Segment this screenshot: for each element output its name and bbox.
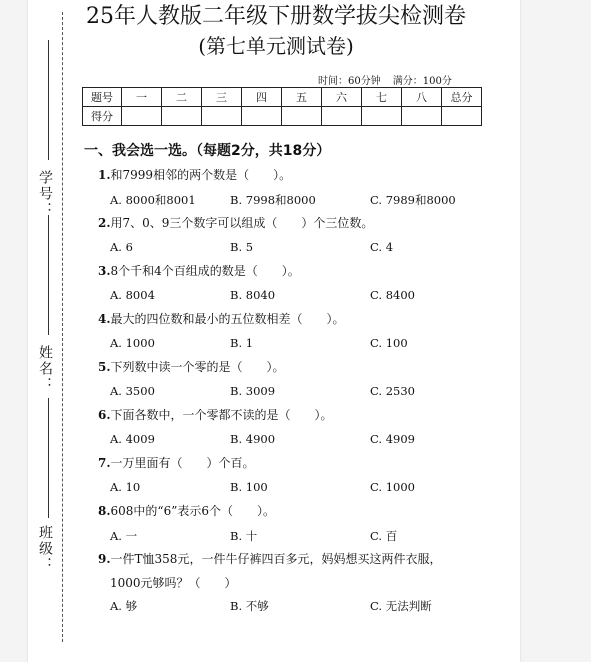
score-table-score-row: [83, 107, 482, 126]
score-header-cell: 二: [162, 88, 202, 107]
question-6: 6.下面各数中，一个零都不读的是（ ）。: [98, 408, 333, 422]
option-a[interactable]: A. 8004: [110, 288, 155, 302]
option-b[interactable]: B. 3009: [230, 384, 276, 398]
student-no-line: [48, 40, 49, 160]
option-b[interactable]: B. 不够: [230, 599, 269, 613]
option-c[interactable]: C. 百: [370, 529, 398, 543]
question-text: 一万里面有（ ）个百。: [110, 456, 255, 470]
score-cell[interactable]: [122, 107, 162, 126]
exam-subtitle: (第七单元测试卷): [198, 34, 354, 58]
option-c[interactable]: C. 2530: [370, 384, 415, 398]
score-cell[interactable]: [362, 107, 402, 126]
score-cell[interactable]: [442, 107, 482, 126]
score-header-cell: 题号: [83, 88, 122, 107]
option-b[interactable]: B. 1: [230, 336, 254, 350]
question-4: 4.最大的四位数和最小的五位数相差（ ）。: [98, 312, 345, 326]
name-label: 姓名：: [37, 345, 53, 393]
exam-meta: [318, 72, 464, 87]
binding-dashed-line: [62, 12, 63, 642]
option-a[interactable]: A. 3500: [110, 384, 155, 398]
question-5: 5.下列数中读一个零的是（ ）。: [98, 360, 285, 374]
option-c[interactable]: C. 7989和8000: [370, 193, 456, 207]
option-a[interactable]: A. 10: [110, 480, 141, 494]
exam-title: 25年人教版二年级下册数学拔尖检测卷: [86, 4, 466, 29]
question-text: 8个千和4个百组成的数是（ ）。: [110, 264, 300, 278]
score-cell[interactable]: [282, 107, 322, 126]
option-c[interactable]: C. 4: [370, 240, 394, 254]
option-a[interactable]: A. 一: [110, 529, 138, 543]
score-header-cell: 四: [242, 88, 282, 107]
score-header-cell: 五: [282, 88, 322, 107]
option-c[interactable]: C. 1000: [370, 480, 415, 494]
question-text: 下面各数中，一个零都不读的是（ ）。: [110, 408, 333, 422]
score-header-cell: 八: [402, 88, 442, 107]
score-cell[interactable]: [322, 107, 362, 126]
question-text: 下列数中读一个零的是（ ）。: [110, 360, 285, 374]
question-text: 用7、0、9三个数字可以组成（ ）个三位数。: [110, 216, 374, 230]
question-3: 3.8个千和4个百组成的数是（ ）。: [98, 264, 300, 278]
question-2: 2.用7、0、9三个数字可以组成（ ）个三位数。: [98, 216, 374, 230]
question-text: 608中的“6”表示6个（ ）。: [110, 504, 275, 518]
score-header-cell: 六: [322, 88, 362, 107]
option-c[interactable]: C. 100: [370, 336, 408, 350]
score-row-label: 得分: [83, 107, 122, 126]
option-c[interactable]: C. 4909: [370, 432, 415, 446]
question-9: 9.一件T恤358元，一件牛仔裤四百多元，妈妈想买这两件衣服，: [98, 552, 442, 566]
score-header-cell: 一: [122, 88, 162, 107]
score-cell[interactable]: [202, 107, 242, 126]
student-no-label: 学号：: [37, 170, 53, 218]
option-c[interactable]: C. 无法判断: [370, 599, 432, 613]
score-cell[interactable]: [402, 107, 442, 126]
class-line: [48, 398, 49, 518]
question-text: 一件T恤358元，一件牛仔裤四百多元，妈妈想买这两件衣服，: [110, 552, 442, 566]
option-a[interactable]: A. 4009: [110, 432, 155, 446]
option-b[interactable]: B. 十: [230, 529, 258, 543]
score-table: [82, 87, 482, 126]
question-9-continuation: 1000元够吗？（ ）: [110, 576, 237, 590]
option-c[interactable]: C. 8400: [370, 288, 415, 302]
question-8: 8.608中的“6”表示6个（ ）。: [98, 504, 275, 518]
option-a[interactable]: A. 1000: [110, 336, 155, 350]
option-b[interactable]: B. 100: [230, 480, 268, 494]
question-7: 7.一万里面有（ ）个百。: [98, 456, 255, 470]
score-header-cell: 总分: [442, 88, 482, 107]
section-heading: 一、我会选一选。（每题2分，共18分）: [84, 143, 331, 159]
option-a[interactable]: A. 6: [110, 240, 133, 254]
name-line: [48, 215, 49, 335]
option-a[interactable]: A. 8000和8001: [110, 193, 196, 207]
class-label: 班级：: [37, 525, 53, 573]
score-header-cell: 七: [362, 88, 402, 107]
full-score: 满分：100分: [392, 76, 452, 87]
option-b[interactable]: B. 7998和8000: [230, 193, 316, 207]
time-limit: 时间：60分钟: [318, 76, 381, 87]
question-1: 1.和7999相邻的两个数是（ ）。: [98, 168, 292, 182]
option-a[interactable]: A. 够: [110, 599, 138, 613]
question-text: 和7999相邻的两个数是（ ）。: [110, 168, 292, 182]
score-cell[interactable]: [242, 107, 282, 126]
question-text: 最大的四位数和最小的五位数相差（ ）。: [110, 312, 345, 326]
option-b[interactable]: B. 5: [230, 240, 254, 254]
score-header-cell: 三: [202, 88, 242, 107]
score-table-header-row: [83, 88, 482, 107]
score-cell[interactable]: [162, 107, 202, 126]
option-b[interactable]: B. 8040: [230, 288, 276, 302]
option-b[interactable]: B. 4900: [230, 432, 276, 446]
